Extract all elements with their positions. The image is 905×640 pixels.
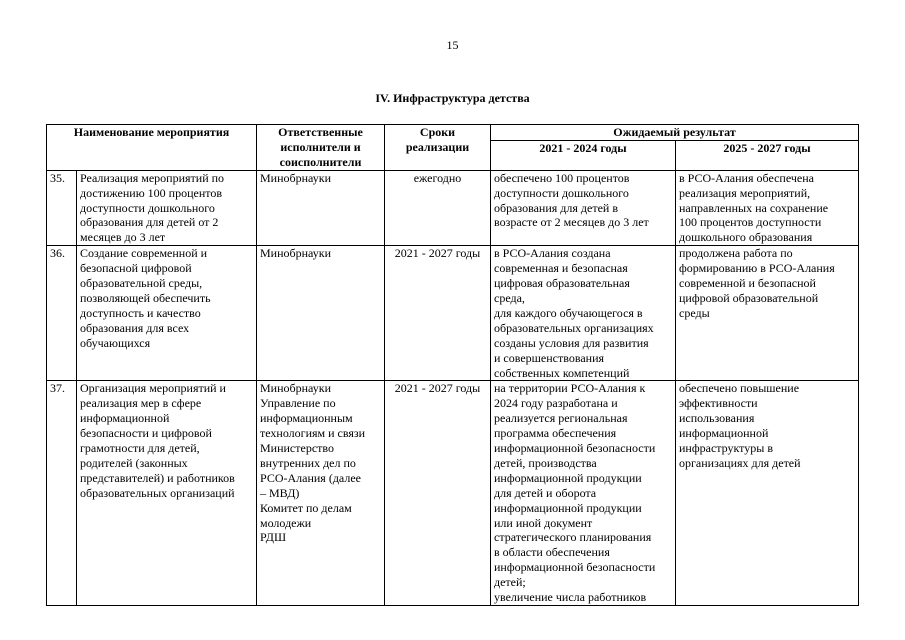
result-2021-2024-line: собственных компетенций [494, 365, 630, 380]
result-2021-2024-line: информационной продукции [494, 500, 642, 515]
result-2025-2027-line: использования [679, 411, 755, 426]
header-name: Наименование мероприятия [47, 125, 257, 171]
executors-line: РСО-Алания (далее [260, 470, 362, 485]
measure-name-line: месяцев до 3 лет [80, 230, 166, 245]
result-2025-2027-line: цифровой образовательной [679, 290, 819, 305]
executors-line: Минобрнауки [260, 381, 332, 396]
measure-name-line: грамотности для детей, [80, 441, 200, 456]
executors-line: Минобрнауки [260, 170, 332, 185]
result-2021-2024-line: и совершенствования [494, 350, 605, 365]
result-2021-2024-line: для каждого обучающегося в [494, 305, 643, 320]
header-period-2021-2024: 2021 - 2024 годы [491, 140, 676, 170]
result-2021-2024-line: стратегического планирования [494, 530, 652, 545]
measure-name-line: Создание современной и [80, 246, 208, 261]
result-2021-2024-line: современная и безопасная [494, 261, 628, 276]
result-2021-2024-line: детей, производства [494, 455, 597, 470]
result-2025-2027-line: в РСО-Алания обеспечена [679, 170, 814, 185]
result-2025-2027-cell [676, 381, 859, 606]
result-2025-2027-line: реализация мероприятий, [679, 185, 811, 200]
table-row [47, 170, 859, 246]
header-executors-line: Ответственные [278, 125, 363, 139]
table-row [47, 381, 859, 606]
executors-line: информационным [260, 411, 353, 426]
measure-name-line: представителей) и работников [80, 470, 235, 485]
result-2025-2027-line: среды [679, 305, 710, 320]
result-2021-2024-line: среда, [494, 290, 525, 305]
result-2025-2027-line: эффективности [679, 396, 758, 411]
measure-name-cell [77, 246, 257, 381]
result-2025-2027-line: дошкольного образования [679, 230, 813, 245]
result-2025-2027-line: организациях для детей [679, 455, 801, 470]
executors-line: Управление по [260, 396, 336, 411]
executors-cell [257, 170, 385, 246]
result-2025-2027-line: обеспечено повышение [679, 381, 800, 396]
result-2021-2024-line: доступности дошкольного [494, 185, 629, 200]
measure-name-line: информационной [80, 411, 170, 426]
row-number-cell: 35. [47, 170, 77, 246]
result-2025-2027-cell [676, 246, 859, 381]
result-2025-2027-line: информационной [679, 426, 769, 441]
result-2021-2024-line: информационной продукции [494, 470, 642, 485]
header-executors-line: исполнители и [280, 139, 361, 154]
result-2021-2024-line: образовательных организациях [494, 320, 654, 335]
executors-line: Комитет по делам [260, 500, 352, 515]
result-2021-2024-line: на территории РСО-Алания к [494, 381, 646, 396]
result-2021-2024-line: в РСО-Алания создана [494, 246, 611, 261]
measure-name-line: образования для детей от 2 [80, 215, 219, 230]
executors-line: РДШ [260, 530, 287, 545]
measure-name-cell [77, 381, 257, 606]
measure-name-line: безопасной цифровой [80, 261, 192, 276]
measure-name-line: родителей (законных [80, 455, 188, 470]
executors-line: – МВД) [260, 485, 300, 500]
term-cell: ежегодно [385, 170, 491, 246]
measure-name-line: реализация мер в сфере [80, 396, 202, 411]
table-row [47, 246, 859, 381]
result-2021-2024-line: 2024 году разработана и [494, 396, 618, 411]
header-result: Ожидаемый результат [491, 125, 859, 141]
result-2021-2024-line: детей; [494, 575, 526, 590]
executors-line: Минобрнауки [260, 246, 332, 261]
executors-line: внутренних дел по [260, 455, 356, 470]
measure-name-line: образовательной среды, [80, 276, 203, 291]
measure-name-line: доступность и качество [80, 305, 201, 320]
executors-line: молодежи [260, 515, 312, 530]
result-2025-2027-line: направленных на сохранение [679, 200, 829, 215]
term-cell: 2021 - 2027 годы [385, 246, 491, 381]
measure-name-line: Организация мероприятий и [80, 381, 226, 396]
result-2021-2024-line: обеспечено 100 процентов [494, 170, 630, 185]
header-terms-line: реализации [405, 139, 470, 154]
header-terms [385, 125, 491, 171]
measure-name-line: образования для всех [80, 320, 190, 335]
measure-name-line: позволяющей обеспечить [80, 290, 211, 305]
row-number-cell: 37. [47, 381, 77, 606]
page-number: 15 [446, 38, 459, 52]
measure-name-line: достижению 100 процентов [80, 185, 223, 200]
result-2021-2024-line: реализуется региональная [494, 411, 628, 426]
result-2025-2027-line: современной и безопасной [679, 276, 816, 291]
result-2021-2024-line: программа обеспечения [494, 426, 617, 441]
result-2021-2024-line: цифровая образовательная [494, 276, 630, 291]
header-executors [257, 125, 385, 171]
header-terms-line: Сроки [419, 125, 456, 139]
measures-table [46, 124, 859, 606]
executors-line: Министерство [260, 441, 334, 456]
header-executors-line: соисполнители [279, 154, 362, 169]
result-2021-2024-cell [491, 170, 676, 246]
result-2021-2024-line: или иной документ [494, 515, 593, 530]
result-2021-2024-line: информационной безопасности [494, 441, 656, 456]
result-2021-2024-line: в области обеспечения [494, 545, 610, 560]
result-2021-2024-cell [491, 381, 676, 606]
result-2025-2027-line: продолжена работа по [679, 246, 793, 261]
measure-name-line: образовательных организаций [80, 485, 235, 500]
executors-cell [257, 381, 385, 606]
result-2025-2027-line: формированию в РСО-Алания [679, 261, 835, 276]
result-2021-2024-line: созданы условия для развития [494, 335, 649, 350]
measure-name-line: доступности дошкольного [80, 200, 215, 215]
executors-line: технологиям и связи [260, 426, 366, 441]
result-2025-2027-cell [676, 170, 859, 246]
measure-name-cell [77, 170, 257, 246]
measure-name-line: безопасности и цифровой [80, 426, 212, 441]
result-2021-2024-line: увеличение числа работников [494, 590, 647, 605]
section-title: IV. Инфраструктура детства [375, 91, 530, 105]
executors-cell [257, 246, 385, 381]
result-2025-2027-line: 100 процентов доступности [679, 215, 822, 230]
result-2021-2024-line: для детей и оборота [494, 485, 597, 500]
result-2025-2027-line: инфраструктуры в [679, 441, 773, 456]
measure-name-line: обучающихся [80, 335, 151, 350]
result-2021-2024-line: информационной безопасности [494, 560, 656, 575]
result-2021-2024-line: образования для детей в [494, 200, 619, 215]
measure-name-line: Реализация мероприятий по [80, 170, 225, 185]
header-period-2025-2027: 2025 - 2027 годы [676, 140, 859, 170]
result-2021-2024-line: возрасте от 2 месяцев до 3 лет [494, 215, 649, 230]
row-number-cell: 36. [47, 246, 77, 381]
term-cell: 2021 - 2027 годы [385, 381, 491, 606]
result-2021-2024-cell [491, 246, 676, 381]
